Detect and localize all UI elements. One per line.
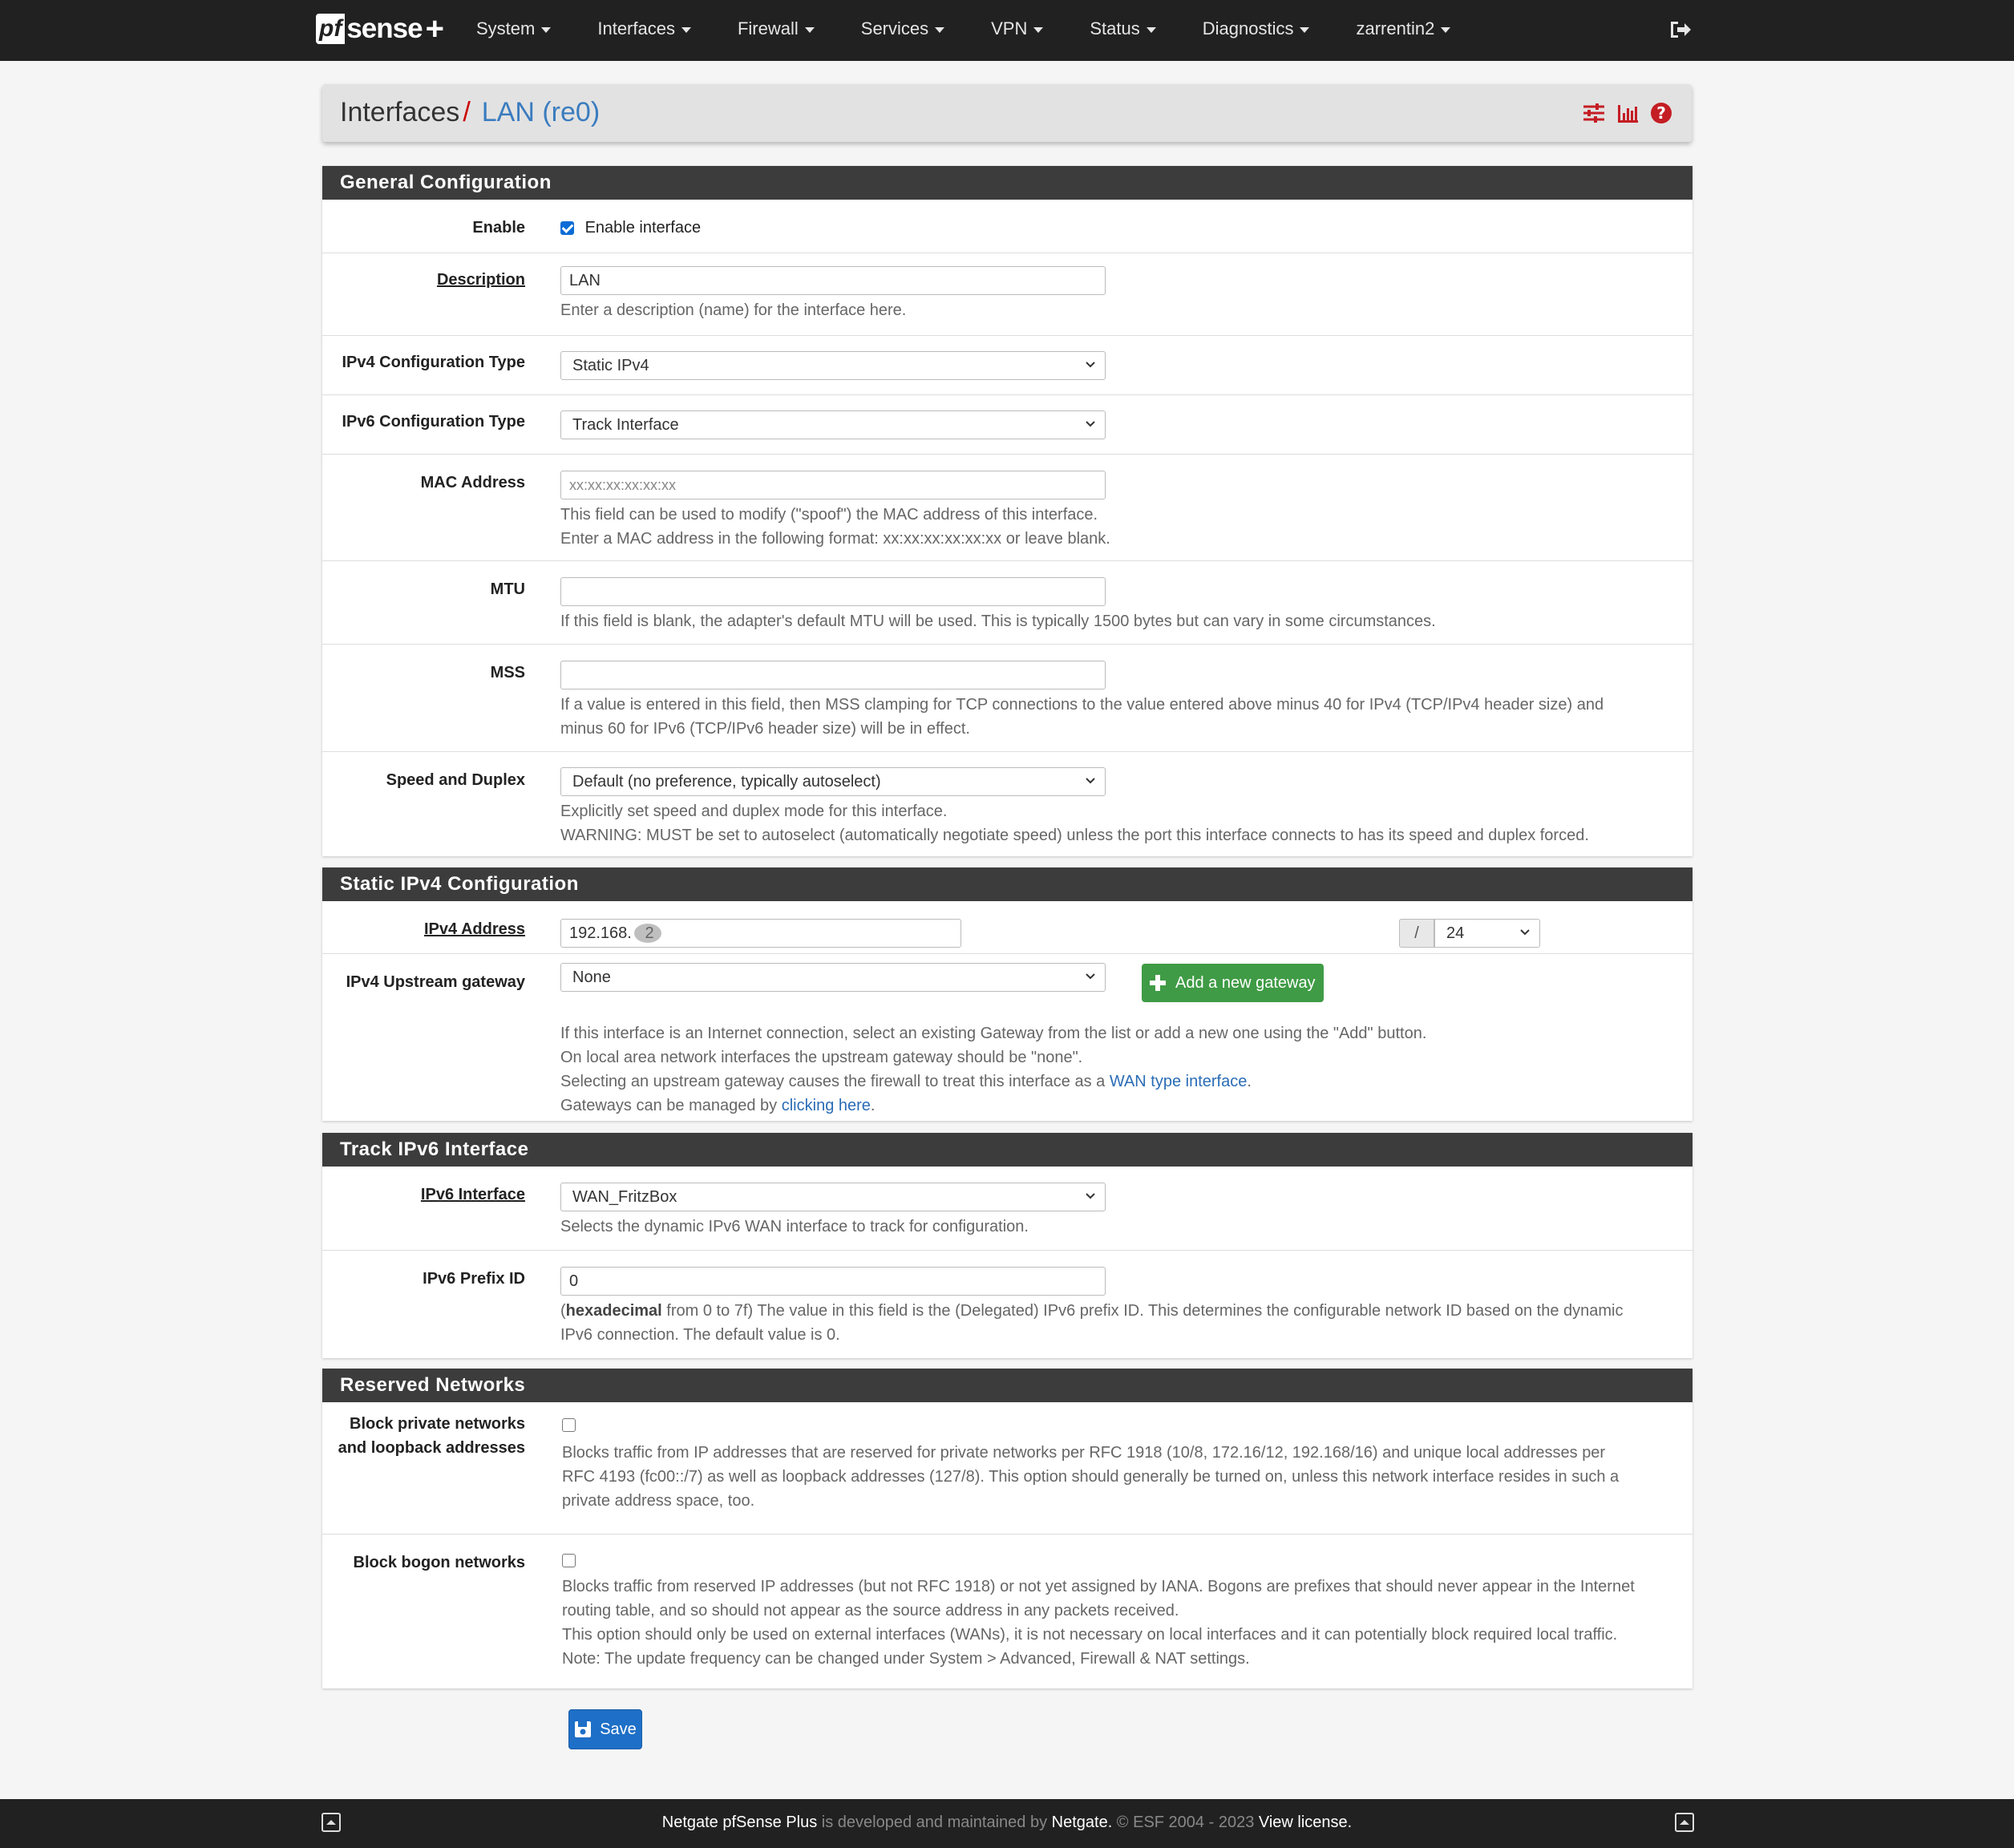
chevron-down-icon <box>1084 358 1097 371</box>
breadcrumb <box>340 97 600 128</box>
ipv6-interface-row <box>322 1167 1692 1251</box>
cidr-select[interactable] <box>1434 919 1540 948</box>
breadcrumb-parent[interactable]: Interfaces <box>340 97 460 127</box>
menu-firewall[interactable] <box>714 0 838 61</box>
menu-label: Status <box>1090 18 1140 38</box>
sign-out-icon[interactable] <box>1669 19 1692 40</box>
mss-label: MSS <box>490 664 525 681</box>
chevron-down-icon <box>1084 418 1097 431</box>
ipv6-prefix-row <box>322 1251 1692 1358</box>
ipv4-type-label: IPv4 Configuration Type <box>342 354 525 371</box>
gateway-help-2: On local area network interfaces the upstream gateway should be "none". <box>560 1049 1083 1066</box>
caret-down-icon <box>681 27 691 33</box>
block-private-label <box>338 1412 525 1460</box>
ipv6-interface-help: Selects the dynamic IPv6 WAN interface to track for configuration. <box>560 1218 1029 1235</box>
ipv4-address-label: IPv4 Address <box>424 920 525 938</box>
plus-icon <box>1148 973 1167 993</box>
wan-type-link[interactable]: WAN type interface <box>1109 1073 1248 1090</box>
help-bold: hexadecimal <box>565 1302 662 1320</box>
chevron-down-icon <box>1084 1190 1097 1203</box>
mss-help-1: If a value is entered in this field, then MSS clamping for TCP connections to the value entered above minus 40 for IPv4 (TCP/IPv4 header size) and <box>560 696 1604 714</box>
speed-duplex-label: Speed and Duplex <box>386 771 525 789</box>
mss-row <box>322 645 1692 752</box>
gateway-help-3 <box>560 1070 1426 1094</box>
menu-label: Firewall <box>737 18 799 38</box>
track-ipv6-panel <box>322 1133 1692 1358</box>
help-text: Gateways can be managed by <box>560 1097 782 1114</box>
ipv6-type-row <box>322 395 1692 455</box>
block-bogon-row <box>322 1535 1692 1688</box>
ipv4-gateway-row <box>322 954 1692 1121</box>
speed-duplex-row <box>322 752 1692 856</box>
clicking-here-link[interactable]: clicking here <box>781 1097 871 1114</box>
help-text: ( <box>560 1302 566 1320</box>
help-text: Selecting an upstream gateway causes the firewall to treat this interface as a <box>560 1073 1110 1090</box>
menu-label: Services <box>860 18 929 38</box>
breadcrumb-current[interactable]: LAN (re0) <box>481 97 601 127</box>
menu-label: zarrentin2 <box>1356 18 1435 38</box>
ipv6-type-select[interactable] <box>560 410 1106 439</box>
description-help: Enter a description (name) for the interface here. <box>560 301 907 319</box>
mtu-help: If this field is blank, the adapter's default MTU will be used. This is typically 1500 bytes but can vary in some circumstances. <box>560 613 1436 630</box>
menu-services[interactable] <box>838 0 968 61</box>
enable-checkbox-label[interactable]: Enable interface <box>584 219 702 237</box>
breadcrumb-separator: / <box>463 97 471 127</box>
enable-checkbox[interactable] <box>560 221 574 235</box>
description-row <box>322 253 1692 336</box>
top-navbar <box>0 0 2014 61</box>
speed-help-2: WARNING: MUST be set to autoselect (automatically negotiate speed) unless the port this interface connects to has its speed and duplex forced. <box>560 827 1589 844</box>
caret-down-icon <box>541 27 551 33</box>
footer-product: Netgate pfSense Plus <box>661 1814 818 1831</box>
redaction-smudge <box>634 924 661 943</box>
block-bogon-label: Block bogon networks <box>353 1554 525 1571</box>
select-value: 24 <box>1446 924 1465 942</box>
caret-down-icon <box>1300 27 1309 33</box>
select-value: Track Interface <box>572 416 679 434</box>
block-bogon-help-4: Note: The update frequency can be changed under System > Advanced, Firewall & NAT settings. <box>562 1650 1250 1668</box>
mac-label: MAC Address <box>420 474 525 491</box>
ipv4-type-row <box>322 336 1692 395</box>
menu-user[interactable] <box>1333 0 1474 61</box>
save-button[interactable] <box>568 1709 642 1749</box>
panel-heading: Track IPv6 Interface <box>322 1133 1692 1167</box>
panel-heading: Static IPv4 Configuration <box>322 867 1692 901</box>
ipv4-type-select[interactable] <box>560 351 1106 380</box>
select-value: WAN_FritzBox <box>572 1188 677 1206</box>
help-icon[interactable] <box>1650 102 1672 124</box>
mtu-row <box>322 561 1692 645</box>
menu-label: Diagnostics <box>1202 18 1294 38</box>
mac-help-1: This field can be used to modify ("spoof") the MAC address of this interface. <box>560 506 1098 524</box>
menu-label: System <box>476 18 536 38</box>
bar-chart-icon[interactable] <box>1616 102 1639 124</box>
menu-label: VPN <box>991 18 1028 38</box>
block-private-row <box>322 1402 1692 1535</box>
gateway-help-1: If this interface is an Internet connection, select an existing Gateway from the list or add a new one using the "Add" button. <box>560 1025 1427 1042</box>
ipv6-prefix-help-1 <box>560 1299 1624 1323</box>
help-text: from 0 to 7f) The value in this field is the (Delegated) IPv6 prefix ID. This determines the configurable network ID based on the dynamic <box>661 1302 1624 1320</box>
scroll-top-icon-right[interactable] <box>1674 1812 1695 1833</box>
block-private-help-2: RFC 4193 (fc00::/7) as well as loopback addresses (127/8). This option should generally be turned on, unless this network interface resides in such a <box>562 1468 1620 1486</box>
menu-status[interactable] <box>1066 0 1179 61</box>
menu-interfaces[interactable] <box>574 0 714 61</box>
static-ipv4-panel <box>322 867 1692 1121</box>
ipv6-interface-select[interactable] <box>560 1183 1106 1211</box>
menu-system[interactable] <box>453 0 574 61</box>
menu-diagnostics[interactable] <box>1179 0 1333 61</box>
help-text: . <box>1247 1073 1252 1090</box>
footer <box>0 1799 2014 1848</box>
sliders-icon[interactable] <box>1583 102 1605 124</box>
label-line: Block private networks <box>350 1415 525 1433</box>
ipv6-type-label: IPv6 Configuration Type <box>342 413 525 431</box>
add-gateway-label: Add a new gateway <box>1175 974 1316 992</box>
block-bogon-help-1: Blocks traffic from reserved IP addresses (but not RFC 1918) or not yet assigned by IANA. Bogons are prefixes that should never appear in the Internet <box>562 1578 1635 1595</box>
breadcrumb-bar <box>322 84 1692 142</box>
cidr-slash: / <box>1399 919 1434 948</box>
chevron-down-icon <box>1519 926 1531 939</box>
caret-down-icon <box>805 27 815 33</box>
select-value: Static IPv4 <box>572 357 649 374</box>
ipv4-address-row <box>322 901 1692 954</box>
mss-help-2: minus 60 for IPv6 (TCP/IPv6 header size) will be in effect. <box>560 720 970 738</box>
enable-label: Enable <box>472 219 525 237</box>
mtu-input[interactable] <box>560 577 1106 606</box>
ipv4-address-input[interactable] <box>560 919 961 948</box>
block-private-help-3: private address space, too. <box>562 1492 755 1510</box>
gateway-help-4 <box>560 1094 1426 1118</box>
footer-text <box>0 1814 2014 1832</box>
select-value: Default (no preference, typically autoselect) <box>572 773 881 791</box>
block-private-checkbox[interactable] <box>562 1418 576 1432</box>
block-bogon-help-3: This option should only be used on external interfaces (WANs), it is not necessary on local interfaces and it can potentially block required local traffic. <box>562 1626 1618 1644</box>
floppy-disk-icon <box>574 1721 592 1738</box>
caret-down-icon <box>1147 27 1156 33</box>
block-private-help-1: Blocks traffic from IP addresses that are reserved for private networks per RFC 1918 (10/8, 172.16/12, 192.168/16) and unique local addresses per <box>562 1444 1606 1462</box>
footer-copyright: © ESF 2004 - 2023 <box>1112 1814 1259 1831</box>
logo-pf: pf <box>316 14 345 44</box>
description-input[interactable] <box>560 266 1106 295</box>
save-label: Save <box>600 1720 637 1738</box>
caret-down-icon <box>1033 27 1043 33</box>
ipv4-gateway-select[interactable] <box>560 963 1106 992</box>
add-gateway-button[interactable] <box>1142 964 1324 1002</box>
select-value: None <box>572 968 611 986</box>
ipv6-prefix-input[interactable] <box>560 1267 1106 1296</box>
block-bogon-help-2: routing table, and so should not appear as the source address in any packets received. <box>562 1602 1179 1620</box>
speed-duplex-select[interactable] <box>560 767 1106 796</box>
menu-vpn[interactable] <box>968 0 1066 61</box>
mac-input[interactable] <box>560 471 1106 499</box>
panel-heading: Reserved Networks <box>322 1369 1692 1402</box>
caret-down-icon <box>1441 27 1450 33</box>
logo-plus: + <box>425 10 444 47</box>
speed-help-1: Explicitly set speed and duplex mode for this interface. <box>560 803 948 820</box>
ipv6-prefix-label: IPv6 Prefix ID <box>423 1270 525 1288</box>
menu-label: Interfaces <box>597 18 675 38</box>
help-text: . <box>870 1097 876 1114</box>
ipv6-prefix-help-2: IPv6 connection. The default value is 0. <box>560 1326 840 1344</box>
mac-row <box>322 455 1692 561</box>
svg-text:?: ? <box>1656 103 1666 123</box>
breadcrumb-icons <box>1583 102 1672 124</box>
ipv6-interface-label: IPv6 Interface <box>420 1186 525 1203</box>
chevron-down-icon <box>1084 970 1097 983</box>
footer-middle: is developed and maintained by <box>817 1814 1052 1831</box>
panel-heading: General Configuration <box>322 166 1692 200</box>
ipv4-gateway-label: IPv4 Upstream gateway <box>346 973 525 991</box>
general-configuration-panel <box>322 166 1692 856</box>
description-label: Description <box>436 271 525 289</box>
mtu-label: MTU <box>490 580 525 598</box>
reserved-networks-panel <box>322 1369 1692 1688</box>
chevron-down-icon <box>1084 774 1097 787</box>
block-bogon-checkbox[interactable] <box>562 1554 576 1567</box>
label-line: and loopback addresses <box>338 1439 525 1457</box>
view-license-link[interactable]: View license. <box>1258 1814 1353 1831</box>
footer-company-link[interactable]: Netgate. <box>1051 1814 1113 1831</box>
caret-down-icon <box>935 27 944 33</box>
logo-sense: sense <box>346 13 423 44</box>
pfsense-logo[interactable] <box>316 12 444 46</box>
main-menu <box>453 0 1474 61</box>
mac-help-2: Enter a MAC address in the following format: xx:xx:xx:xx:xx:xx or leave blank. <box>560 530 1110 548</box>
mss-input[interactable] <box>560 661 1106 689</box>
enable-row <box>322 200 1692 253</box>
